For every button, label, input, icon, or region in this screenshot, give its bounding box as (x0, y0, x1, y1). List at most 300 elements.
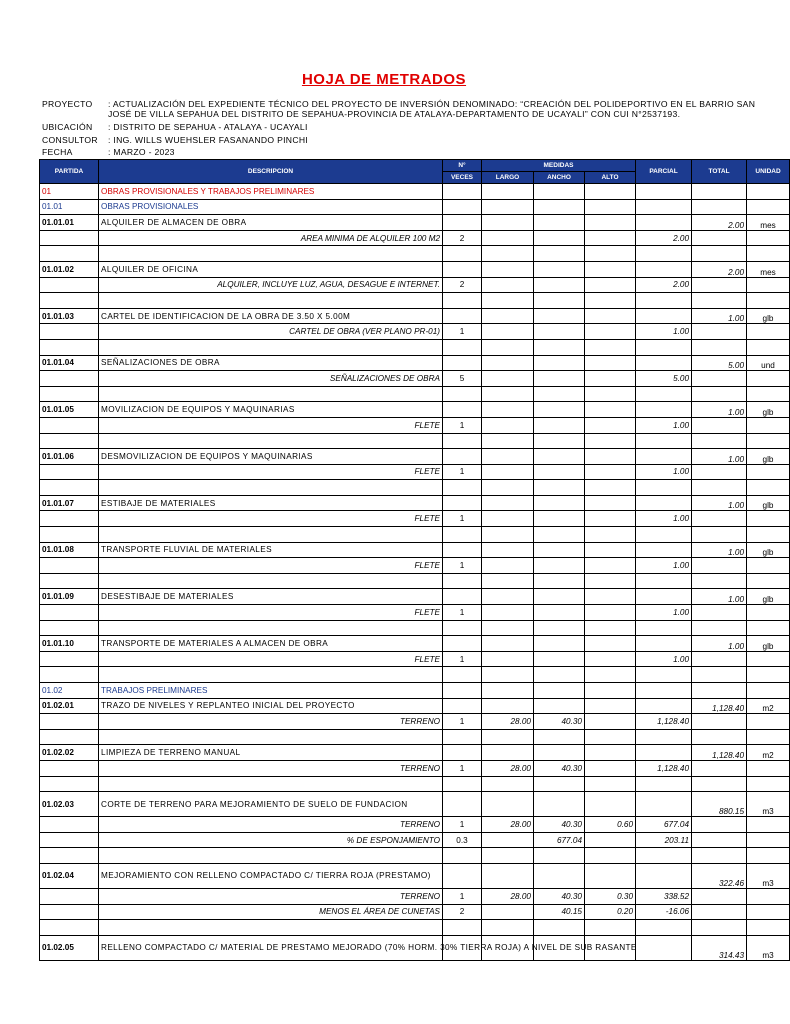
table-row (40, 433, 790, 449)
table-row (40, 511, 790, 527)
cell-total: 1,128.40 (692, 745, 747, 761)
cell-descripcion: FLETE (99, 605, 443, 621)
cell-descripcion (99, 667, 443, 683)
meta-key: CONSULTOR (42, 135, 98, 145)
cell-parcial: 1,128.40 (636, 714, 692, 730)
cell-unidad (747, 417, 790, 433)
cell-veces (443, 449, 482, 465)
cell-total (692, 324, 747, 340)
cell-partida (40, 760, 99, 776)
cell-descripcion: TERRENO (99, 714, 443, 730)
cell-ancho (534, 863, 585, 888)
cell-descripcion: ALQUILER DE ALMACEN DE OBRA (99, 215, 443, 231)
cell-total (692, 667, 747, 683)
cell-ancho: 40.30 (534, 760, 585, 776)
cell-ancho (534, 651, 585, 667)
table-row (40, 832, 790, 848)
cell-largo: 28.00 (482, 714, 534, 730)
cell-ancho (534, 308, 585, 324)
cell-veces: 1 (443, 651, 482, 667)
cell-veces: 1 (443, 817, 482, 833)
table-row (40, 667, 790, 683)
cell-total: 314.43 (692, 935, 747, 960)
meta-value: : ACTUALIZACIÓN DEL EXPEDIENTE TÉCNICO DEL PROYECTO DE INVERSIÓN DENOMINADO: “CREACIÓN DEL POLIDEPORTIVO EN EL BARRIO SAN JOSÉ DE VILLA SEPAHUA DEL DISTRITO DE SEPAHUA-PROVINCIA DE ATALAYA-DEPARTAMENTO DE UCAYALI” CON CUI N°2537193. (108, 99, 756, 119)
cell-total: 2.00 (692, 215, 747, 231)
table-row (40, 495, 790, 511)
cell-ancho (534, 464, 585, 480)
cell-alto (585, 417, 636, 433)
cell-partida (40, 848, 99, 864)
cell-largo (482, 589, 534, 605)
table-row (40, 589, 790, 605)
cell-unidad (747, 480, 790, 496)
cell-parcial (636, 215, 692, 231)
table-row (40, 573, 790, 589)
cell-unidad (747, 714, 790, 730)
table-row (40, 527, 790, 543)
cell-partida: 01.02.03 (40, 792, 99, 817)
table-row (40, 920, 790, 936)
cell-ancho (534, 495, 585, 511)
cell-largo: 28.00 (482, 760, 534, 776)
cell-descripcion: % DE ESPONJAMIENTO (99, 832, 443, 848)
cell-parcial (636, 920, 692, 936)
cell-unidad (747, 386, 790, 402)
cell-parcial: 677.04 (636, 817, 692, 833)
cell-total (692, 511, 747, 527)
cell-total (692, 683, 747, 699)
cell-unidad (747, 729, 790, 745)
header-total: TOTAL (692, 160, 747, 184)
cell-parcial (636, 683, 692, 699)
cell-alto (585, 714, 636, 730)
cell-descripcion: SEÑALIZACIONES DE OBRA (99, 371, 443, 387)
cell-parcial (636, 386, 692, 402)
cell-largo: 28.00 (482, 817, 534, 833)
cell-partida (40, 888, 99, 904)
page-title: HOJA DE METRADOS (301, 71, 467, 88)
cell-descripcion: FLETE (99, 511, 443, 527)
meta-value: : DISTRITO DE SEPAHUA - ATALAYA - UCAYALI (108, 122, 308, 132)
cell-alto (585, 792, 636, 817)
cell-ancho (534, 417, 585, 433)
cell-largo (482, 308, 534, 324)
cell-descripcion: TERRENO (99, 760, 443, 776)
cell-alto (585, 620, 636, 636)
cell-ancho (534, 683, 585, 699)
cell-parcial (636, 792, 692, 817)
cell-parcial (636, 848, 692, 864)
header-veces: VECES (443, 172, 482, 184)
cell-veces (443, 863, 482, 888)
cell-ancho (534, 199, 585, 215)
cell-ancho (534, 920, 585, 936)
cell-unidad: m3 (747, 935, 790, 960)
cell-ancho (534, 792, 585, 817)
cell-total (692, 888, 747, 904)
cell-veces (443, 589, 482, 605)
cell-descripcion: LIMPIEZA DE TERRENO MANUAL (99, 745, 443, 761)
cell-partida (40, 293, 99, 309)
cell-alto (585, 745, 636, 761)
cell-alto (585, 402, 636, 418)
cell-veces: 1 (443, 605, 482, 621)
cell-total (692, 920, 747, 936)
cell-descripcion: MEJORAMIENTO CON RELLENO COMPACTADO C/ TIERRA ROJA (PRESTAMO) (99, 863, 443, 888)
cell-partida: 01.01.08 (40, 542, 99, 558)
cell-alto (585, 848, 636, 864)
cell-descripcion (99, 293, 443, 309)
cell-partida (40, 667, 99, 683)
cell-largo (482, 371, 534, 387)
cell-total (692, 904, 747, 920)
cell-veces (443, 745, 482, 761)
cell-largo (482, 605, 534, 621)
cell-unidad (747, 776, 790, 792)
cell-ancho (534, 246, 585, 262)
cell-alto (585, 760, 636, 776)
cell-total (692, 464, 747, 480)
cell-unidad (747, 339, 790, 355)
cell-unidad (747, 760, 790, 776)
cell-partida (40, 729, 99, 745)
cell-ancho (534, 605, 585, 621)
cell-ancho (534, 698, 585, 714)
cell-ancho (534, 339, 585, 355)
cell-ancho (534, 511, 585, 527)
table-row (40, 636, 790, 652)
table-row (40, 277, 790, 293)
cell-total: 1.00 (692, 542, 747, 558)
cell-alto (585, 863, 636, 888)
table-row (40, 558, 790, 574)
cell-alto (585, 511, 636, 527)
table-row (40, 745, 790, 761)
cell-ancho: 40.30 (534, 817, 585, 833)
cell-largo (482, 729, 534, 745)
cell-ancho: 40.15 (534, 904, 585, 920)
cell-veces (443, 433, 482, 449)
cell-total (692, 199, 747, 215)
table-row (40, 246, 790, 262)
cell-unidad (747, 667, 790, 683)
cell-alto (585, 776, 636, 792)
cell-descripcion (99, 573, 443, 589)
cell-unidad: und (747, 355, 790, 371)
cell-parcial (636, 542, 692, 558)
cell-largo (482, 776, 534, 792)
cell-partida (40, 651, 99, 667)
cell-descripcion: FLETE (99, 558, 443, 574)
cell-partida: 01 (40, 184, 99, 200)
cell-partida (40, 527, 99, 543)
cell-alto (585, 605, 636, 621)
cell-unidad: m2 (747, 698, 790, 714)
cell-alto (585, 293, 636, 309)
cell-alto (585, 527, 636, 543)
cell-total: 1,128.40 (692, 698, 747, 714)
cell-unidad (747, 832, 790, 848)
meta-key: PROYECTO (42, 99, 93, 109)
cell-unidad (747, 573, 790, 589)
cell-veces (443, 355, 482, 371)
cell-largo (482, 620, 534, 636)
cell-unidad: glb (747, 495, 790, 511)
cell-largo (482, 402, 534, 418)
table-row (40, 184, 790, 200)
cell-largo (482, 386, 534, 402)
cell-unidad (747, 277, 790, 293)
cell-parcial (636, 698, 692, 714)
cell-ancho (534, 667, 585, 683)
meta-key: FECHA (42, 147, 73, 157)
cell-parcial (636, 863, 692, 888)
cell-parcial: 1,128.40 (636, 760, 692, 776)
cell-alto (585, 230, 636, 246)
cell-veces: 2 (443, 277, 482, 293)
metrados-table (39, 159, 790, 961)
cell-largo (482, 542, 534, 558)
cell-ancho (534, 776, 585, 792)
table-row (40, 230, 790, 246)
cell-parcial: 5.00 (636, 371, 692, 387)
cell-veces (443, 261, 482, 277)
cell-unidad (747, 433, 790, 449)
cell-veces: 1 (443, 558, 482, 574)
cell-unidad: glb (747, 636, 790, 652)
cell-total (692, 651, 747, 667)
table-row (40, 935, 790, 960)
header-ancho: ANCHO (534, 172, 585, 184)
header-largo: LARGO (482, 172, 534, 184)
cell-parcial (636, 495, 692, 511)
cell-parcial (636, 667, 692, 683)
cell-total (692, 184, 747, 200)
cell-partida (40, 339, 99, 355)
cell-veces (443, 573, 482, 589)
cell-unidad (747, 558, 790, 574)
cell-total (692, 293, 747, 309)
cell-largo (482, 355, 534, 371)
table-row (40, 888, 790, 904)
cell-largo: 28.00 (482, 888, 534, 904)
cell-partida (40, 511, 99, 527)
cell-parcial (636, 246, 692, 262)
cell-largo (482, 449, 534, 465)
cell-largo (482, 480, 534, 496)
table-body (40, 184, 790, 961)
cell-unidad (747, 511, 790, 527)
cell-veces (443, 920, 482, 936)
cell-ancho (534, 277, 585, 293)
cell-veces (443, 848, 482, 864)
cell-partida: 01.01.10 (40, 636, 99, 652)
cell-ancho (534, 729, 585, 745)
header-parcial: PARCIAL (636, 160, 692, 184)
cell-total (692, 417, 747, 433)
cell-largo (482, 324, 534, 340)
cell-parcial (636, 620, 692, 636)
cell-ancho (534, 261, 585, 277)
cell-parcial (636, 402, 692, 418)
cell-total: 880.15 (692, 792, 747, 817)
cell-alto (585, 277, 636, 293)
cell-veces (443, 620, 482, 636)
cell-total: 1.00 (692, 636, 747, 652)
cell-partida (40, 324, 99, 340)
cell-alto (585, 589, 636, 605)
cell-alto (585, 920, 636, 936)
cell-alto (585, 698, 636, 714)
cell-veces (443, 386, 482, 402)
cell-partida: 01.01.03 (40, 308, 99, 324)
cell-descripcion: CORTE DE TERRENO PARA MEJORAMIENTO DE SUELO DE FUNDACION (99, 792, 443, 817)
cell-descripcion (99, 246, 443, 262)
cell-largo (482, 464, 534, 480)
cell-total (692, 433, 747, 449)
table-row (40, 324, 790, 340)
cell-total (692, 277, 747, 293)
table-row (40, 480, 790, 496)
cell-unidad: glb (747, 589, 790, 605)
cell-alto (585, 449, 636, 465)
cell-unidad: m3 (747, 792, 790, 817)
cell-parcial (636, 261, 692, 277)
cell-largo (482, 636, 534, 652)
cell-total: 1.00 (692, 402, 747, 418)
cell-descripcion (99, 729, 443, 745)
cell-partida (40, 817, 99, 833)
cell-partida (40, 433, 99, 449)
cell-largo (482, 745, 534, 761)
cell-partida: 01.01.06 (40, 449, 99, 465)
cell-largo (482, 184, 534, 200)
cell-partida (40, 230, 99, 246)
cell-descripcion (99, 433, 443, 449)
cell-total (692, 386, 747, 402)
cell-ancho: 40.30 (534, 714, 585, 730)
cell-largo (482, 573, 534, 589)
cell-largo (482, 651, 534, 667)
cell-ancho (534, 433, 585, 449)
cell-descripcion: FLETE (99, 651, 443, 667)
cell-unidad: m2 (747, 745, 790, 761)
cell-parcial (636, 449, 692, 465)
cell-total: 1.00 (692, 495, 747, 511)
table-row (40, 904, 790, 920)
cell-unidad (747, 920, 790, 936)
cell-unidad (747, 324, 790, 340)
table-row (40, 386, 790, 402)
cell-descripcion: TERRENO (99, 817, 443, 833)
cell-total: 1.00 (692, 449, 747, 465)
cell-parcial: 1.00 (636, 511, 692, 527)
cell-largo (482, 246, 534, 262)
cell-partida (40, 776, 99, 792)
cell-largo (482, 558, 534, 574)
table-row (40, 464, 790, 480)
cell-total: 322.46 (692, 863, 747, 888)
cell-partida: 01.02.02 (40, 745, 99, 761)
cell-ancho (534, 558, 585, 574)
cell-parcial: 1.00 (636, 651, 692, 667)
cell-parcial: -16.06 (636, 904, 692, 920)
cell-total (692, 729, 747, 745)
cell-partida (40, 371, 99, 387)
cell-ancho: 40.30 (534, 888, 585, 904)
table-row (40, 792, 790, 817)
cell-alto (585, 433, 636, 449)
cell-alto (585, 729, 636, 745)
cell-partida (40, 620, 99, 636)
cell-parcial: 1.00 (636, 324, 692, 340)
cell-alto: 0.60 (585, 817, 636, 833)
cell-alto (585, 464, 636, 480)
cell-partida (40, 605, 99, 621)
cell-unidad: glb (747, 449, 790, 465)
cell-ancho (534, 449, 585, 465)
cell-unidad: mes (747, 261, 790, 277)
cell-veces (443, 495, 482, 511)
cell-unidad (747, 199, 790, 215)
table-row (40, 605, 790, 621)
cell-veces: 1 (443, 464, 482, 480)
cell-total (692, 817, 747, 833)
cell-descripcion (99, 480, 443, 496)
cell-total: 2.00 (692, 261, 747, 277)
cell-ancho (534, 184, 585, 200)
cell-largo (482, 904, 534, 920)
table-row (40, 760, 790, 776)
cell-partida (40, 386, 99, 402)
cell-veces: 1 (443, 760, 482, 776)
cell-alto (585, 184, 636, 200)
table-header (40, 160, 790, 184)
cell-descripcion (99, 527, 443, 543)
cell-descripcion: ALQUILER, INCLUYE LUZ, AGUA, DESAGUE E INTERNET. (99, 277, 443, 293)
cell-total (692, 230, 747, 246)
cell-parcial: 203.11 (636, 832, 692, 848)
cell-unidad (747, 683, 790, 699)
cell-largo (482, 199, 534, 215)
meta-value: : ING. WILLS WUEHSLER FASANANDO PINCHI (108, 135, 309, 145)
cell-partida: 01.02.04 (40, 863, 99, 888)
cell-partida: 01.02 (40, 683, 99, 699)
cell-total (692, 527, 747, 543)
cell-ancho (534, 542, 585, 558)
cell-unidad (747, 246, 790, 262)
cell-veces (443, 184, 482, 200)
cell-descripcion: MOVILIZACION DE EQUIPOS Y MAQUINARIAS (99, 402, 443, 418)
cell-parcial (636, 433, 692, 449)
cell-parcial (636, 308, 692, 324)
cell-total (692, 480, 747, 496)
cell-ancho (534, 573, 585, 589)
header-medidas: MEDIDAS (482, 160, 636, 172)
header-partida: PARTIDA (40, 160, 99, 184)
cell-ancho (534, 636, 585, 652)
cell-largo (482, 277, 534, 293)
table-row (40, 683, 790, 699)
cell-ancho (534, 848, 585, 864)
cell-parcial (636, 480, 692, 496)
cell-partida: 01.01.02 (40, 261, 99, 277)
cell-veces (443, 339, 482, 355)
cell-largo (482, 495, 534, 511)
cell-alto (585, 246, 636, 262)
table-row (40, 199, 790, 215)
cell-veces: 2 (443, 230, 482, 246)
